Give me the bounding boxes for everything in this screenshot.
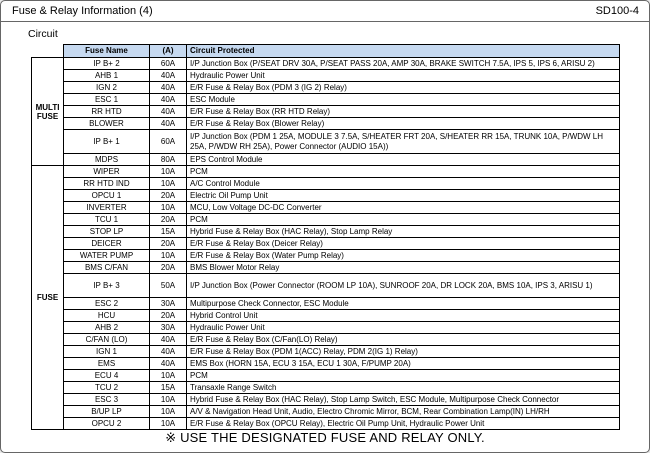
- fuse-name-cell: AHB 1: [64, 70, 150, 82]
- amp-cell: 30A: [150, 322, 187, 334]
- fuse-name-cell: IP B+ 1: [64, 130, 150, 154]
- fuse-name-cell: IP B+ 3: [64, 274, 150, 298]
- amp-cell: 20A: [150, 310, 187, 322]
- table-row: [32, 130, 620, 154]
- amp-cell: 40A: [150, 118, 187, 130]
- circuit-protected-cell: E/R Fuse & Relay Box (OPCU Relay), Electric Oil Pump Unit, Hydraulic Power Unit: [187, 418, 620, 430]
- table-row: [32, 334, 620, 346]
- circuit-protected-cell: Hybrid Fuse & Relay Box (HAC Relay), Stop Lamp Switch, ESC Module, Multipurpose Check Connector: [187, 394, 620, 406]
- circuit-protected-cell: PCM: [187, 370, 620, 382]
- table-row: [32, 298, 620, 310]
- amp-cell: 10A: [150, 202, 187, 214]
- fuse-name-cell: TCU 2: [64, 382, 150, 394]
- table-row: [32, 58, 620, 70]
- amp-cell: 30A: [150, 298, 187, 310]
- fuse-name-cell: IGN 1: [64, 346, 150, 358]
- fuse-table-body: [32, 58, 620, 430]
- table-row: [32, 262, 620, 274]
- amp-cell: 50A: [150, 274, 187, 298]
- amp-cell: 20A: [150, 238, 187, 250]
- section-label-circuit: Circuit: [28, 28, 58, 40]
- circuit-protected-cell: Electric Oil Pump Unit: [187, 190, 620, 202]
- amp-cell: 10A: [150, 370, 187, 382]
- circuit-protected-cell: E/R Fuse & Relay Box (Blower Relay): [187, 118, 620, 130]
- amp-cell: 10A: [150, 178, 187, 190]
- table-row: [32, 406, 620, 418]
- column-header-fuse-name: Fuse Name: [64, 45, 150, 58]
- table-row: [32, 370, 620, 382]
- table-row: [32, 166, 620, 178]
- table-row: [32, 106, 620, 118]
- circuit-protected-cell: EMS Box (HORN 15A, ECU 3 15A, ECU 1 30A, F/PUMP 20A): [187, 358, 620, 370]
- amp-cell: 10A: [150, 406, 187, 418]
- circuit-protected-cell: EPS Control Module: [187, 154, 620, 166]
- circuit-protected-cell: Hybrid Fuse & Relay Box (HAC Relay), Stop Lamp Relay: [187, 226, 620, 238]
- doc-code: SD100-4: [595, 5, 639, 17]
- fuse-name-cell: AHB 2: [64, 322, 150, 334]
- fuse-name-cell: C/FAN (LO): [64, 334, 150, 346]
- fuse-name-cell: BLOWER: [64, 118, 150, 130]
- column-header-circuit-protected: Circuit Protected: [187, 45, 620, 58]
- group-label-fuse: FUSE: [32, 166, 64, 430]
- amp-cell: 40A: [150, 94, 187, 106]
- table-row: [32, 190, 620, 202]
- circuit-protected-cell: ESC Module: [187, 94, 620, 106]
- page-title: Fuse & Relay Information (4): [12, 5, 153, 17]
- table-row: [32, 394, 620, 406]
- circuit-protected-cell: A/C Control Module: [187, 178, 620, 190]
- table-row: [32, 274, 620, 298]
- table-row: [32, 226, 620, 238]
- fuse-name-cell: B/UP LP: [64, 406, 150, 418]
- column-header-amp: (A): [150, 45, 187, 58]
- table-row: [32, 418, 620, 430]
- fuse-name-cell: INVERTER: [64, 202, 150, 214]
- fuse-name-cell: ESC 2: [64, 298, 150, 310]
- fuse-name-cell: HCU: [64, 310, 150, 322]
- table-row: [32, 310, 620, 322]
- fuse-name-cell: IP B+ 2: [64, 58, 150, 70]
- amp-cell: 60A: [150, 58, 187, 70]
- fuse-name-cell: TCU 1: [64, 214, 150, 226]
- amp-cell: 80A: [150, 154, 187, 166]
- fuse-name-cell: OPCU 2: [64, 418, 150, 430]
- table-row: [32, 118, 620, 130]
- circuit-protected-cell: BMS Blower Motor Relay: [187, 262, 620, 274]
- header-spacer-cell: [32, 45, 64, 58]
- circuit-protected-cell: A/V & Navigation Head Unit, Audio, Electro Chromic Mirror, BCM, Rear Combination Lamp(IN) LH/RH: [187, 406, 620, 418]
- circuit-protected-cell: E/R Fuse & Relay Box (Deicer Relay): [187, 238, 620, 250]
- table-row: [32, 82, 620, 94]
- amp-cell: 10A: [150, 250, 187, 262]
- table-row: [32, 250, 620, 262]
- fuse-name-cell: IGN 2: [64, 82, 150, 94]
- fuse-name-cell: ECU 4: [64, 370, 150, 382]
- amp-cell: 10A: [150, 166, 187, 178]
- fuse-name-cell: BMS C/FAN: [64, 262, 150, 274]
- table-row: [32, 322, 620, 334]
- circuit-protected-cell: E/R Fuse & Relay Box (PDM 3 (IG 2) Relay): [187, 82, 620, 94]
- fuse-name-cell: WATER PUMP: [64, 250, 150, 262]
- fuse-name-cell: MDPS: [64, 154, 150, 166]
- circuit-protected-cell: I/P Junction Box (Power Connector (ROOM LP 10A), SUNROOF 20A, DR LOCK 20A, BMS 10A, IPS 3, ARISU 1): [187, 274, 620, 298]
- circuit-protected-cell: PCM: [187, 214, 620, 226]
- table-row: [32, 70, 620, 82]
- amp-cell: 15A: [150, 226, 187, 238]
- fuse-name-cell: WIPER: [64, 166, 150, 178]
- fuse-name-cell: ESC 3: [64, 394, 150, 406]
- table-row: [32, 214, 620, 226]
- table-row: [32, 154, 620, 166]
- circuit-protected-cell: I/P Junction Box (PDM 1 25A, MODULE 3 7.5A, S/HEATER FRT 20A, S/HEATER RR 15A, TRUNK 10A, P/WDW LH 25A, P/WDW RH 25A), Power Connector (AUDIO 15A)): [187, 130, 620, 154]
- table-row: [32, 202, 620, 214]
- circuit-protected-cell: E/R Fuse & Relay Box (Water Pump Relay): [187, 250, 620, 262]
- circuit-protected-cell: Hydraulic Power Unit: [187, 70, 620, 82]
- table-row: [32, 358, 620, 370]
- circuit-protected-cell: Hydraulic Power Unit: [187, 322, 620, 334]
- fuse-relay-table: [31, 44, 620, 430]
- table-row: [32, 94, 620, 106]
- amp-cell: 40A: [150, 346, 187, 358]
- circuit-protected-cell: I/P Junction Box (P/SEAT DRV 30A, P/SEAT PASS 20A, AMP 30A, BRAKE SWITCH 7.5A, IPS 5, IPS 6, ARISU 2): [187, 58, 620, 70]
- amp-cell: 10A: [150, 394, 187, 406]
- table-row: [32, 346, 620, 358]
- fuse-name-cell: OPCU 1: [64, 190, 150, 202]
- circuit-protected-cell: Transaxle Range Switch: [187, 382, 620, 394]
- fuse-name-cell: RR HTD IND: [64, 178, 150, 190]
- amp-cell: 40A: [150, 70, 187, 82]
- amp-cell: 40A: [150, 358, 187, 370]
- circuit-protected-cell: Hybrid Control Unit: [187, 310, 620, 322]
- table-row: [32, 382, 620, 394]
- circuit-protected-cell: E/R Fuse & Relay Box (RR HTD Relay): [187, 106, 620, 118]
- circuit-protected-cell: E/R Fuse & Relay Box (C/Fan(LO) Relay): [187, 334, 620, 346]
- circuit-protected-cell: MCU, Low Voltage DC-DC Converter: [187, 202, 620, 214]
- page-header: [1, 1, 649, 22]
- fuse-name-cell: EMS: [64, 358, 150, 370]
- circuit-protected-cell: PCM: [187, 166, 620, 178]
- circuit-protected-cell: Multipurpose Check Connector, ESC Module: [187, 298, 620, 310]
- fuse-name-cell: RR HTD: [64, 106, 150, 118]
- fuse-name-cell: STOP LP: [64, 226, 150, 238]
- footer-note: ※ USE THE DESIGNATED FUSE AND RELAY ONLY.: [165, 430, 485, 445]
- amp-cell: 40A: [150, 334, 187, 346]
- fuse-name-cell: ESC 1: [64, 94, 150, 106]
- amp-cell: 20A: [150, 190, 187, 202]
- table-row: [32, 178, 620, 190]
- amp-cell: 20A: [150, 214, 187, 226]
- amp-cell: 15A: [150, 382, 187, 394]
- amp-cell: 20A: [150, 262, 187, 274]
- table-header: [32, 45, 620, 58]
- amp-cell: 40A: [150, 106, 187, 118]
- table-row: [32, 238, 620, 250]
- circuit-protected-cell: E/R Fuse & Relay Box (PDM 1(ACC) Relay, PDM 2(IG 1) Relay): [187, 346, 620, 358]
- group-label-multi-fuse: MULTI FUSE: [32, 58, 64, 166]
- amp-cell: 40A: [150, 82, 187, 94]
- table-header-row: [32, 45, 620, 58]
- amp-cell: 60A: [150, 130, 187, 154]
- fuse-name-cell: DEICER: [64, 238, 150, 250]
- amp-cell: 10A: [150, 418, 187, 430]
